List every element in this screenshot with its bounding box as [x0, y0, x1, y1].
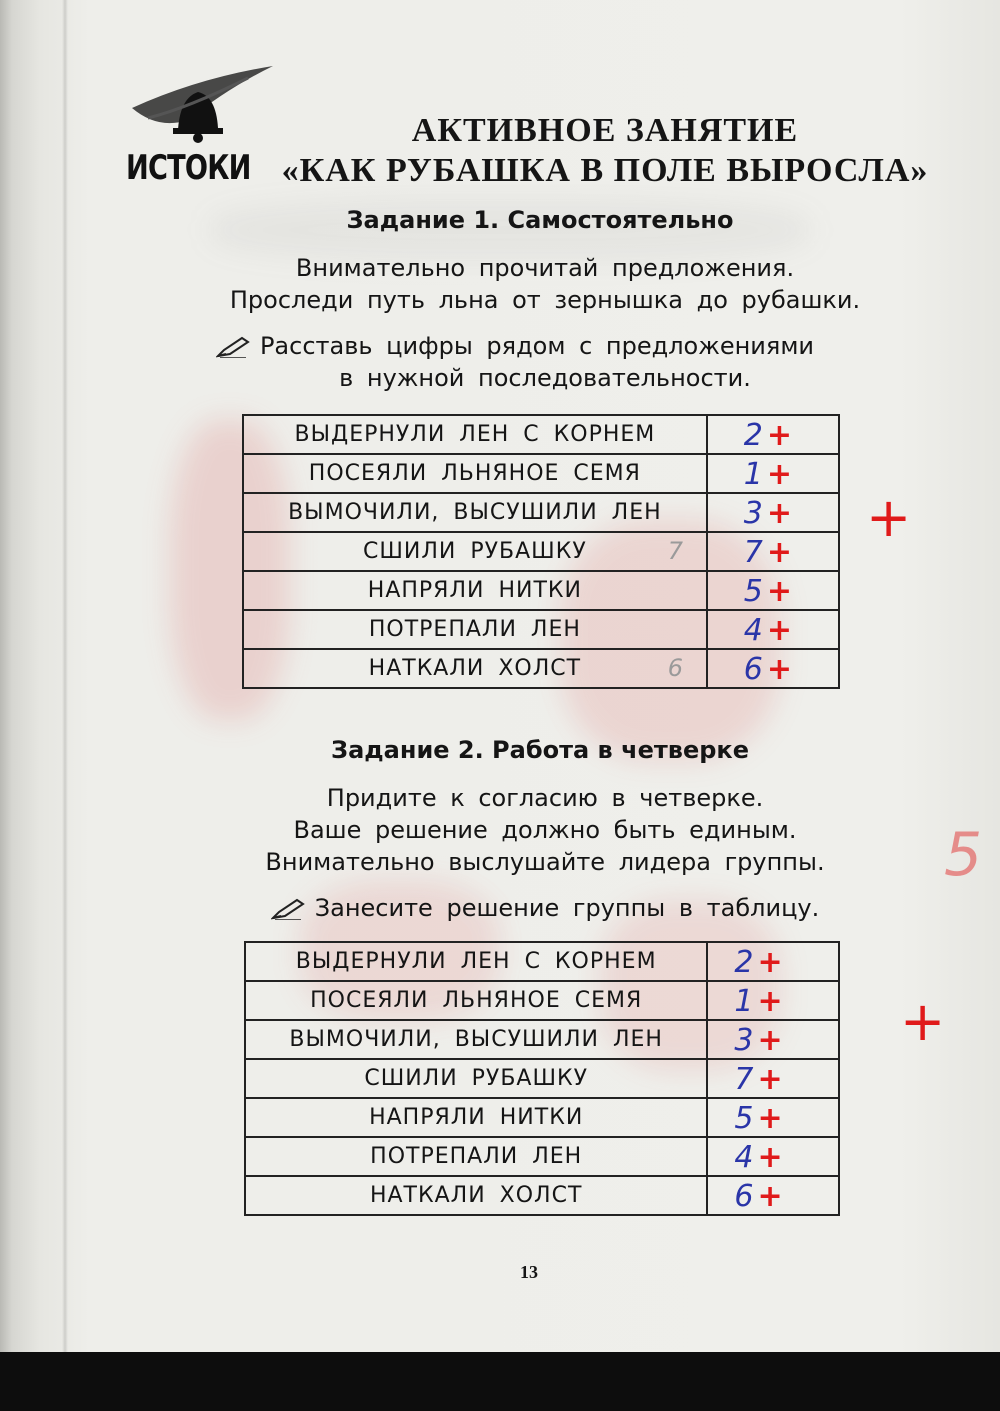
step-label: ПОТРЕПАЛИ ЛЕН — [245, 1137, 707, 1176]
check-mark: + — [757, 1062, 783, 1097]
task1-instruction-line1 — [150, 332, 880, 360]
answer-cell[interactable] — [707, 1098, 839, 1137]
step-label: ПОСЕЯЛИ ЛЬНЯНОЕ СЕМЯ — [243, 454, 707, 493]
answer-number: 6 — [743, 652, 763, 687]
step-label: ВЫМОЧИЛИ, ВЫСУШИЛИ ЛЕН — [243, 493, 707, 532]
table-row — [245, 1020, 839, 1059]
answer-cell[interactable] — [707, 1137, 839, 1176]
answer-number: 4 — [734, 1140, 754, 1175]
page-fold — [62, 0, 68, 1352]
step-label: НАТКАЛИ ХОЛСТ — [243, 649, 707, 688]
page-title-line2: «КАК РУБАШКА В ПОЛЕ ВЫРОСЛА» — [281, 152, 929, 189]
check-mark: + — [766, 574, 792, 609]
answer-number: 4 — [743, 613, 763, 648]
answer-cell[interactable] — [707, 1176, 839, 1215]
task2-instruction — [180, 894, 910, 922]
check-mark: + — [757, 1023, 783, 1058]
step-label: ВЫМОЧИЛИ, ВЫСУШИЛИ ЛЕН — [245, 1020, 707, 1059]
table-row — [243, 415, 839, 454]
check-mark: + — [766, 457, 792, 492]
task1-instruction-text: Расставь цифры рядом с предложениями — [259, 332, 815, 360]
answer-cell[interactable] — [707, 942, 839, 981]
answer-number: 6 — [734, 1179, 754, 1214]
table-row — [245, 1137, 839, 1176]
check-mark: + — [757, 945, 783, 980]
table-row — [245, 1098, 839, 1137]
check-mark: + — [766, 613, 792, 648]
task1-text-line1: Внимательно прочитай предложения. — [295, 254, 795, 282]
answer-cell[interactable] — [707, 454, 839, 493]
step-label: ВЫДЕРНУЛИ ЛЕН С КОРНЕМ — [245, 942, 707, 981]
answer-cell[interactable] — [667, 532, 839, 571]
answer-cell[interactable] — [707, 415, 839, 454]
margin-plus-mark: + — [900, 990, 946, 1053]
answer-number: 2 — [743, 418, 763, 453]
check-mark: + — [766, 496, 792, 531]
answer-cell[interactable] — [707, 493, 839, 532]
check-mark: + — [757, 1179, 783, 1214]
table-row — [243, 649, 839, 688]
task1-instruction-line2: в нужной последовательности. — [339, 364, 751, 392]
table-row — [245, 981, 839, 1020]
table-row — [243, 454, 839, 493]
step-label: СШИЛИ РУБАШКУ — [245, 1059, 707, 1098]
answer-number: 7 — [743, 535, 763, 570]
margin-plus-mark: + — [866, 486, 912, 549]
pencil-number: 7 — [667, 537, 684, 565]
task2-text-line3: Внимательно выслушайте лидера группы. — [265, 848, 825, 876]
pencil-icon — [216, 336, 250, 358]
scan-background — [0, 1352, 1000, 1411]
check-mark: + — [766, 652, 792, 687]
step-label: НАПРЯЛИ НИТКИ — [243, 571, 707, 610]
answer-number: 3 — [743, 496, 763, 531]
task1-text-line2: Проследи путь льна от зернышка до рубашки. — [229, 286, 861, 314]
step-label: ПОСЕЯЛИ ЛЬНЯНОЕ СЕМЯ — [245, 981, 707, 1020]
page-title-line1: АКТИВНОЕ ЗАНЯТИЕ — [411, 112, 799, 149]
step-label: НАПРЯЛИ НИТКИ — [245, 1098, 707, 1137]
check-mark: + — [766, 535, 792, 570]
page-number: 13 — [520, 1262, 538, 1282]
check-mark: + — [757, 984, 783, 1019]
task2-text-line2: Ваше решение должно быть единым. — [293, 816, 797, 844]
answer-cell[interactable] — [707, 571, 839, 610]
margin-number-mark: 5 — [944, 820, 983, 890]
answer-number: 3 — [734, 1023, 754, 1058]
task2-instruction-text: Занесите решение группы в таблицу. — [314, 894, 820, 922]
answer-number: 2 — [734, 945, 754, 980]
step-label: НАТКАЛИ ХОЛСТ — [245, 1176, 707, 1215]
answer-number: 5 — [743, 574, 763, 609]
pencil-number: 6 — [667, 654, 684, 682]
answer-cell[interactable] — [707, 1059, 839, 1098]
task2-heading: Задание 2. Работа в четверке — [331, 736, 749, 764]
table-row — [245, 1176, 839, 1215]
table-row — [243, 571, 839, 610]
step-label: ВЫДЕРНУЛИ ЛЕН С КОРНЕМ — [243, 415, 707, 454]
table-row — [243, 532, 839, 571]
check-mark: + — [757, 1101, 783, 1136]
answer-cell[interactable] — [707, 610, 839, 649]
step-label: СШИЛИ РУБАШКУ — [243, 532, 707, 571]
table-row — [245, 1059, 839, 1098]
table-row — [243, 493, 839, 532]
answer-cell[interactable] — [707, 1020, 839, 1059]
step-label: ПОТРЕПАЛИ ЛЕН — [243, 610, 707, 649]
answer-number: 1 — [734, 984, 754, 1019]
table-row — [243, 610, 839, 649]
table-row — [245, 942, 839, 981]
answer-cell[interactable] — [667, 649, 839, 688]
task1-heading: Задание 1. Самостоятельно — [346, 206, 734, 234]
answer-number: 7 — [734, 1062, 754, 1097]
istoki-logo-text: ИСТОКИ — [126, 148, 251, 188]
task2-table — [244, 941, 840, 1216]
check-mark: + — [757, 1140, 783, 1175]
answer-number: 1 — [743, 457, 763, 492]
answer-number: 5 — [734, 1101, 754, 1136]
check-mark: + — [766, 418, 792, 453]
pencil-icon — [271, 898, 305, 920]
task2-text-line1: Придите к согласию в четверке. — [326, 784, 764, 812]
task1-table — [242, 414, 840, 689]
answer-cell[interactable] — [707, 981, 839, 1020]
